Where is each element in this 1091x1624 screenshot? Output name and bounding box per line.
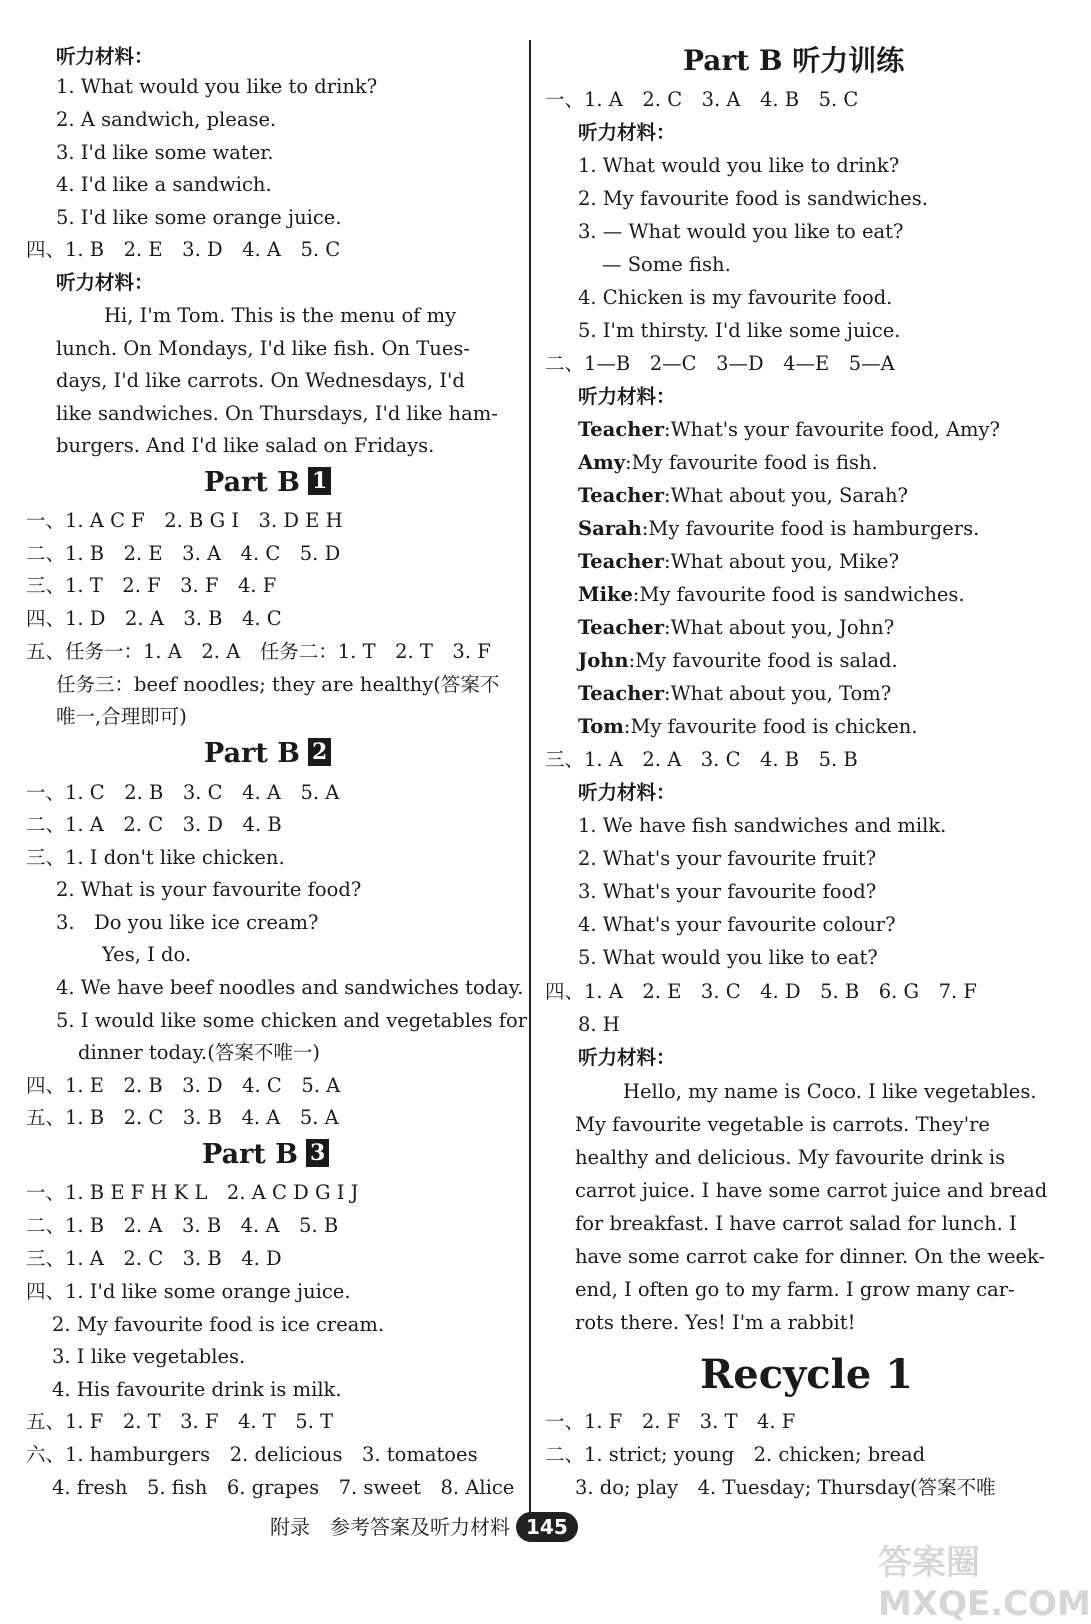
speaker-name: Teacher	[578, 484, 665, 507]
dialogue-line: Teacher:What about you, Sarah?	[578, 484, 908, 507]
text-line: 4. What's your favourite colour?	[578, 913, 896, 936]
answer-line: 一、1. C 2. B 3. C 4. A 5. A	[26, 781, 340, 804]
dialogue-text: My favourite food is chicken.	[630, 715, 918, 738]
speaker-name: Teacher	[578, 418, 665, 441]
speaker-name: Teacher	[578, 550, 665, 573]
text-line: 2. My favourite food is sandwiches.	[578, 187, 928, 210]
speaker-name: John	[578, 649, 629, 672]
passage-line: like sandwiches. On Thursdays, I'd like ham-	[56, 402, 498, 425]
dialogue-text: My favourite food is sandwiches.	[639, 583, 965, 606]
passage-line: healthy and delicious. My favourite drink is	[575, 1146, 1006, 1169]
text-line: 1. What would you like to drink?	[56, 75, 378, 98]
answer-line: 3. I like vegetables.	[52, 1345, 246, 1368]
section-heading-part-b-1	[204, 466, 331, 500]
page-number: 145	[516, 1512, 578, 1542]
passage-line: end, I often go to my farm. I grow many car-	[575, 1278, 1015, 1301]
passage-line: rots there. Yes! I'm a rabbit!	[575, 1311, 856, 1334]
answer-line: 一、1. A C F 2. B G I 3. D E H	[26, 509, 343, 532]
listening-material-label: 听力材料：	[578, 121, 676, 144]
answer-line: 一、1. A 2. C 3. A 4. B 5. C	[545, 88, 859, 111]
answer-line: 二、1. B 2. E 3. A 4. C 5. D	[26, 542, 341, 565]
answer-line: 二、1. A 2. C 3. D 4. B	[26, 813, 282, 836]
dialogue-text: What's your favourite food, Amy?	[670, 418, 1001, 441]
listening-material-label: 听力材料：	[56, 271, 154, 294]
text-line: 4. Chicken is my favourite food.	[578, 286, 893, 309]
answer-line: 二、1. B 2. A 3. B 4. A 5. B	[26, 1214, 339, 1237]
answer-line: 4. We have beef noodles and sandwiches today.	[56, 976, 524, 999]
speaker-name: Amy	[578, 451, 626, 474]
text-line: 3. I'd like some water.	[56, 141, 274, 164]
dialogue-text: What about you, John?	[670, 616, 895, 639]
section-heading-part-b-3	[202, 1138, 329, 1172]
listening-material-label: 听力材料：	[578, 385, 676, 408]
answer-line: 唯一,合理即可)	[56, 705, 187, 728]
answer-line: 五、1. B 2. C 3. B 4. A 5. A	[26, 1106, 339, 1129]
answer-line: 3. do; play 4. Tuesday; Thursday(答案不唯	[575, 1476, 996, 1499]
dialogue-line: Amy:My favourite food is fish.	[578, 451, 878, 474]
answer-line: 三、1. I don't like chicken.	[26, 846, 285, 869]
answer-line: 四、1. B 2. E 3. D 4. A 5. C	[26, 238, 341, 261]
answer-line: 任务三：beef noodles; they are healthy(答案不	[56, 673, 500, 696]
dialogue-text: My favourite food is salad.	[635, 649, 898, 672]
answer-line: 四、1. I'd like some orange juice.	[26, 1280, 351, 1303]
answer-line: 2. What is your favourite food?	[56, 878, 362, 901]
passage-line: burgers. And I'd like salad on Fridays.	[56, 434, 435, 457]
speaker-name: Tom	[578, 715, 624, 738]
passage-line: days, I'd like carrots. On Wednesdays, I'd	[56, 369, 465, 392]
section-heading-part-b-2	[204, 737, 331, 771]
answer-line: 三、1. A 2. A 3. C 4. B 5. B	[545, 748, 858, 771]
dialogue-line: Teacher:What about you, Tom?	[578, 682, 892, 705]
answer-line: 二、1—B 2—C 3—D 4—E 5—A	[545, 352, 895, 375]
passage-line: for breakfast. I have carrot salad for lunch. I	[575, 1212, 1017, 1235]
answer-line: 4. His favourite drink is milk.	[52, 1378, 342, 1401]
text-line: 5. I'm thirsty. I'd like some juice.	[578, 319, 901, 342]
dialogue-line: Mike:My favourite food is sandwiches.	[578, 583, 965, 606]
dialogue-line: Teacher:What's your favourite food, Amy?	[578, 418, 1001, 441]
answer-line: 一、1. B E F H K L 2. A C D G I J	[26, 1181, 359, 1204]
dialogue-text: My favourite food is fish.	[631, 451, 878, 474]
passage-line: Hello, my name is Coco. I like vegetables.	[623, 1080, 1037, 1103]
section-number-badge: 3	[306, 1139, 329, 1167]
footer-text: 附录 参考答案及听力材料	[270, 1515, 510, 1539]
answer-line: 六、1. hamburgers 2. delicious 3. tomatoes	[26, 1443, 478, 1466]
passage-line: have some carrot cake for dinner. On the week-	[575, 1245, 1046, 1268]
dialogue-text: What about you, Tom?	[670, 682, 892, 705]
speaker-name: Mike	[578, 583, 633, 606]
section-heading-recycle-1: Recycle 1	[700, 1351, 914, 1398]
answer-line: 4. fresh 5. fish 6. grapes 7. sweet 8. Alice	[52, 1476, 515, 1499]
answer-line: 2. My favourite food is ice cream.	[52, 1313, 385, 1336]
answer-line: 三、1. A 2. C 3. B 4. D	[26, 1247, 282, 1270]
passage-line: My favourite vegetable is carrots. They're	[575, 1113, 990, 1136]
text-line: 1. We have fish sandwiches and milk.	[578, 814, 947, 837]
heading-text: Part B	[204, 467, 300, 498]
answer-line: 四、1. A 2. E 3. C 4. D 5. B 6. G 7. F	[545, 980, 977, 1003]
answer-line: 三、1. T 2. F 3. F 4. F	[26, 574, 277, 597]
speaker-name: Teacher	[578, 682, 665, 705]
dialogue-line: John:My favourite food is salad.	[578, 649, 898, 672]
text-line: 4. I'd like a sandwich.	[56, 173, 272, 196]
text-line: 2. A sandwich, please.	[56, 108, 277, 131]
answer-line: 五、1. F 2. T 3. F 4. T 5. T	[26, 1410, 334, 1433]
section-number-badge: 1	[308, 467, 331, 495]
listening-material-label: 听力材料：	[578, 1046, 676, 1069]
passage-line: lunch. On Mondays, I'd like fish. On Tues-	[56, 337, 470, 360]
passage-line: carrot juice. I have some carrot juice and bread	[575, 1179, 1048, 1202]
dialogue-text: What about you, Mike?	[670, 550, 900, 573]
text-line: 3. What's your favourite food?	[578, 880, 877, 903]
answer-line: 5. I would like some chicken and vegetables for	[56, 1009, 528, 1032]
answer-line: 一、1. F 2. F 3. T 4. F	[545, 1410, 796, 1433]
heading-text: Part B	[204, 738, 300, 769]
answer-line: 3. Do you like ice cream?	[56, 911, 319, 934]
dialogue-text: My favourite food is hamburgers.	[648, 517, 980, 540]
answer-line: 二、1. strict; young 2. chicken; bread	[545, 1443, 926, 1466]
listening-material-label: 听力材料：	[578, 781, 676, 804]
answer-line: 四、1. E 2. B 3. D 4. C 5. A	[26, 1074, 341, 1097]
answer-line: 四、1. D 2. A 3. B 4. C	[26, 607, 282, 630]
passage-line: Hi, I'm Tom. This is the menu of my	[104, 304, 457, 327]
answer-line: dinner today.(答案不唯一)	[78, 1041, 320, 1064]
speaker-name: Teacher	[578, 616, 665, 639]
text-line: 5. What would you like to eat?	[578, 946, 878, 969]
answer-line: Yes, I do.	[102, 943, 192, 966]
section-heading-part-b-listening: Part B 听力训练	[683, 44, 905, 77]
speaker-name: Sarah	[578, 517, 642, 540]
text-line: 2. What's your favourite fruit?	[578, 847, 877, 870]
dialogue-text: What about you, Sarah?	[670, 484, 908, 507]
text-line: 5. I'd like some orange juice.	[56, 206, 342, 229]
page-footer	[270, 1512, 578, 1542]
watermark-logo: 答案圈 MXQE.COM	[878, 1543, 1091, 1624]
column-divider	[529, 40, 531, 1520]
answer-line: 五、任务一：1. A 2. A 任务二：1. T 2. T 3. F	[26, 640, 491, 663]
dialogue-line: Sarah:My favourite food is hamburgers.	[578, 517, 980, 540]
listening-material-label: 听力材料：	[56, 45, 154, 68]
dialogue-line: Teacher:What about you, Mike?	[578, 550, 900, 573]
section-number-badge: 2	[308, 738, 331, 766]
heading-text: Part B	[202, 1139, 298, 1170]
text-line: 3. — What would you like to eat?	[578, 220, 904, 243]
answer-line: 8. H	[578, 1013, 620, 1036]
text-line: 1. What would you like to drink?	[578, 154, 900, 177]
text-line: — Some fish.	[602, 253, 731, 276]
dialogue-line: Tom:My favourite food is chicken.	[578, 715, 918, 738]
dialogue-line: Teacher:What about you, John?	[578, 616, 895, 639]
